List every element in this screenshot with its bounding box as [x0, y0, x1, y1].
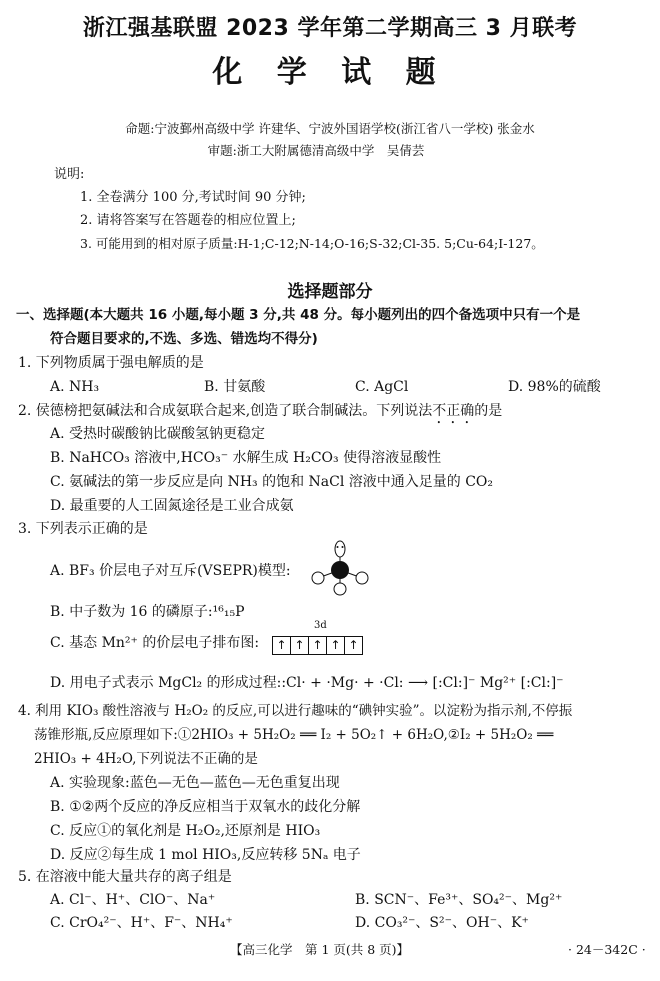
q4-option-a: A. 实验现象:蓝色—无色—蓝色—无色重复出现	[50, 775, 340, 791]
orbital-box: ↑	[272, 636, 291, 655]
q2-option-c: C. 氨碱法的第一步反应是向 NH₃ 的饱和 NaCl 溶液中通入足量的 CO₂	[50, 474, 494, 490]
question-5-stem: 5. 在溶液中能大量共存的离子组是	[18, 869, 232, 885]
q2-stem-pre: 2. 侯德榜把氨碱法和合成氨联合起来,创造了联合制碱法。下列说法	[18, 403, 433, 419]
q5-option-a: A. Cl⁻、H⁺、ClO⁻、Na⁺	[50, 892, 216, 908]
note-item: 2. 请将答案写在答题卷的相应位置上;	[80, 213, 296, 228]
q4-option-c: C. 反应①的氧化剂是 H₂O₂,还原剂是 HIO₃	[50, 823, 321, 839]
question-4-line: 4. 利用 KIO₃ 酸性溶液与 H₂O₂ 的反应,可以进行趣味的“碘钟实验”。以淀粉为指示剂,不停振	[18, 703, 573, 719]
section-instruction: 符合题目要求的,不选、多选、错选均不得分)	[50, 331, 318, 347]
q2-stem-emphasis: 不正确	[432, 403, 475, 419]
q2-option-a: A. 受热时碳酸钠比碳酸氢钠更稳定	[50, 426, 266, 442]
exam-title: 浙江强基联盟 2023 学年第二学期高三 3 月联考	[82, 16, 578, 41]
q2-option-b: B. NaHCO₃ 溶液中,HCO₃⁻ 水解生成 H₂CO₃ 使得溶液显酸性	[50, 450, 442, 466]
q3-option-a: A. BF₃ 价层电子对互斥(VSEPR)模型:	[50, 563, 291, 579]
note-item: 3. 可能用到的相对原子质量:H-1;C-12;N-14;O-16;S-32;Cl-35. 5;Cu-64;I-127。	[80, 236, 544, 251]
q1-option-c: C. AgCl	[355, 379, 409, 395]
orbital-diagram	[272, 634, 362, 655]
q1-option-d: D. 98%的硫酸	[508, 379, 601, 395]
question-3-stem: 3. 下列表示正确的是	[18, 521, 148, 537]
question-4-line: 2HIO₃ + 4H₂O,下列说法不正确的是	[34, 751, 258, 767]
notes-heading: 说明:	[54, 167, 85, 182]
vsepr-model-icon	[306, 540, 374, 596]
q3-option-c: C. 基态 Mn²⁺ 的价层电子排布图:	[50, 635, 260, 651]
q3-option-b: B. 中子数为 16 的磷原子:¹⁶₁₅P	[50, 604, 245, 620]
q4-option-d: D. 反应②每生成 1 mol HIO₃,反应转移 5Nₐ 电子	[50, 847, 361, 863]
orbital-label: 3d	[314, 620, 327, 631]
reviewer-line: 审题:浙工大附属德清高级中学 吴倩芸	[207, 143, 425, 158]
question-4-line: 荡锥形瓶,反应原理如下:①2HIO₃ + 5H₂O₂ ══ I₂ + 5O₂↑ + 6H₂O,②I₂ + 5H₂O₂ ══	[34, 727, 554, 743]
question-1-stem: 1. 下列物质属于强电解质的是	[18, 355, 204, 371]
orbital-box: ↑	[290, 636, 309, 655]
q1-option-b: B. 甘氨酸	[204, 379, 266, 395]
q4-option-b: B. ①②两个反应的净反应相当于双氧水的歧化分解	[50, 799, 361, 815]
orbital-box: ↑	[308, 636, 327, 655]
q5-option-d: D. CO₃²⁻、S²⁻、OH⁻、K⁺	[355, 915, 529, 931]
section-instruction: 一、选择题(本大题共 16 小题,每小题 3 分,共 48 分。每小题列出的四个备选项中只有一个是	[16, 307, 581, 323]
q1-option-a: A. NH₃	[50, 379, 100, 395]
q5-option-c: C. CrO₄²⁻、H⁺、F⁻、NH₄⁺	[50, 915, 233, 931]
footer-code: · 24－342C ·	[568, 942, 646, 957]
question-2-stem	[18, 402, 502, 427]
subject-title: 化 学 试 题	[212, 55, 448, 90]
q5-option-b: B. SCN⁻、Fe³⁺、SO₄²⁻、Mg²⁺	[355, 892, 563, 908]
page-footer: 【高三化学 第 1 页(共 8 页)】	[230, 942, 410, 957]
orbital-box: ↑	[326, 636, 345, 655]
orbital-box: ↑	[344, 636, 363, 655]
section-title: 选择题部分	[287, 282, 373, 302]
q3-option-d: D. 用电子式表示 MgCl₂ 的形成过程::Cl· + ·Mg· + ·Cl: ⟶ [:Cl:]⁻ Mg²⁺ [:Cl:]⁻	[50, 675, 564, 691]
note-item: 1. 全卷满分 100 分,考试时间 90 分钟;	[80, 190, 306, 205]
q2-stem-post: 的是	[474, 403, 503, 419]
q2-option-d: D. 最重要的人工固氮途径是工业合成氨	[50, 498, 294, 514]
author-line: 命题:宁波鄞州高级中学 许建华、宁波外国语学校(浙江省八一学校) 张金水	[125, 121, 535, 136]
